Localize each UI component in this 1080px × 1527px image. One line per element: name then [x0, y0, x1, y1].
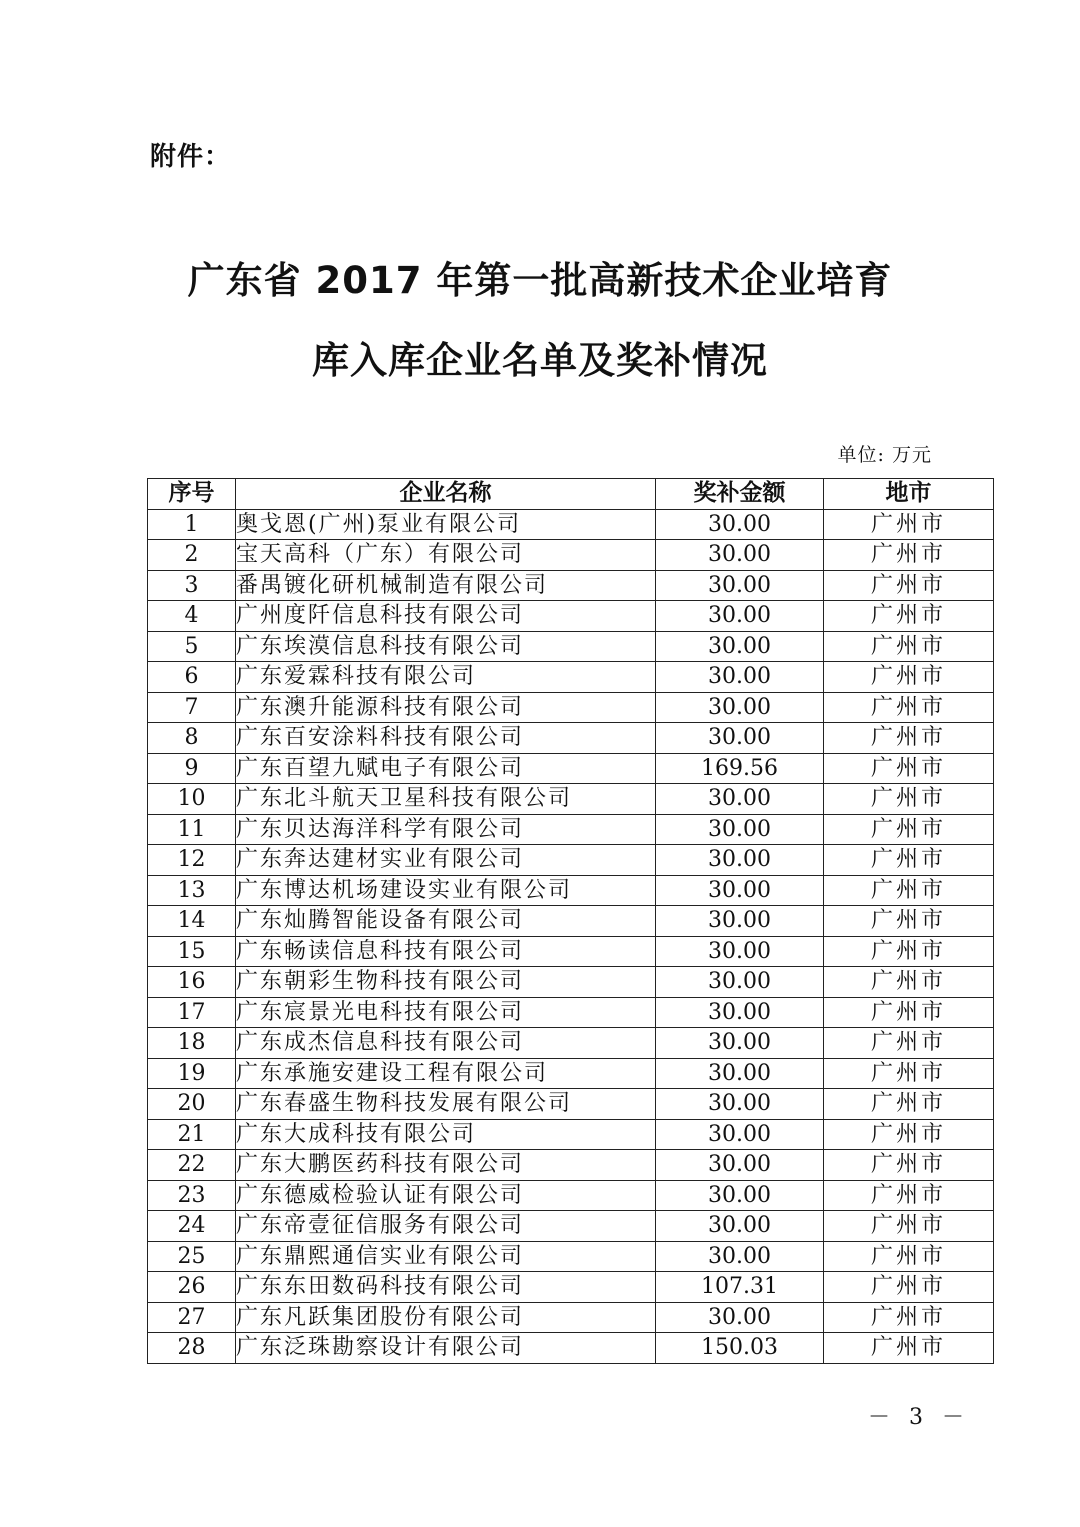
header-serial-number: 序号 [148, 479, 236, 510]
subsidy-amount-cell: 30.00 [656, 967, 824, 998]
serial-number-cell: 6 [148, 662, 236, 693]
enterprise-name-cell: 广州度阡信息科技有限公司 [236, 601, 656, 632]
subsidy-amount-cell: 30.00 [656, 784, 824, 815]
enterprise-table [147, 478, 994, 1364]
subsidy-amount-cell: 30.00 [656, 631, 824, 662]
city-cell: 广州市 [824, 845, 994, 876]
city-cell: 广州市 [824, 967, 994, 998]
table-row [148, 1089, 994, 1120]
table-row [148, 540, 994, 571]
subsidy-amount-cell: 30.00 [656, 875, 824, 906]
enterprise-name-cell: 广东成杰信息科技有限公司 [236, 1028, 656, 1059]
subsidy-amount-cell: 30.00 [656, 936, 824, 967]
enterprise-name-cell: 广东凡跃集团股份有限公司 [236, 1302, 656, 1333]
attachment-label: 附件： [150, 142, 232, 172]
subsidy-amount-cell: 30.00 [656, 1028, 824, 1059]
serial-number-cell: 3 [148, 570, 236, 601]
city-cell: 广州市 [824, 753, 994, 784]
table-row [148, 692, 994, 723]
subsidy-amount-cell: 30.00 [656, 662, 824, 693]
city-cell: 广州市 [824, 692, 994, 723]
enterprise-name-cell: 广东鼎熙通信实业有限公司 [236, 1241, 656, 1272]
subsidy-amount-cell: 30.00 [656, 692, 824, 723]
table-row [148, 997, 994, 1028]
unit-note: 单位: 万元 [837, 444, 932, 466]
enterprise-name-cell: 广东帝壹征信服务有限公司 [236, 1211, 656, 1242]
enterprise-name-cell: 广东畅读信息科技有限公司 [236, 936, 656, 967]
subsidy-amount-cell: 30.00 [656, 845, 824, 876]
city-cell: 广州市 [824, 1028, 994, 1059]
serial-number-cell: 22 [148, 1150, 236, 1181]
serial-number-cell: 5 [148, 631, 236, 662]
city-cell: 广州市 [824, 1150, 994, 1181]
serial-number-cell: 17 [148, 997, 236, 1028]
enterprise-name-cell: 广东春盛生物科技发展有限公司 [236, 1089, 656, 1120]
enterprise-name-cell: 番禺镀化研机械制造有限公司 [236, 570, 656, 601]
enterprise-name-cell: 广东承施安建设工程有限公司 [236, 1058, 656, 1089]
subsidy-amount-cell: 30.00 [656, 1089, 824, 1120]
enterprise-name-cell: 广东澳升能源科技有限公司 [236, 692, 656, 723]
table-row [148, 631, 994, 662]
table-row [148, 1119, 994, 1150]
serial-number-cell: 8 [148, 723, 236, 754]
serial-number-cell: 14 [148, 906, 236, 937]
document-title-line-2: 库入库企业名单及奖补情况 [312, 339, 768, 382]
serial-number-cell: 15 [148, 936, 236, 967]
table-row [148, 875, 994, 906]
table-row [148, 784, 994, 815]
subsidy-amount-cell: 169.56 [656, 753, 824, 784]
serial-number-cell: 9 [148, 753, 236, 784]
serial-number-cell: 28 [148, 1333, 236, 1364]
city-cell: 广州市 [824, 570, 994, 601]
subsidy-amount-cell: 30.00 [656, 723, 824, 754]
header-enterprise-name: 企业名称 [236, 479, 656, 510]
table-row [148, 1241, 994, 1272]
table-row [148, 814, 994, 845]
city-cell: 广州市 [824, 784, 994, 815]
subsidy-amount-cell: 30.00 [656, 997, 824, 1028]
serial-number-cell: 11 [148, 814, 236, 845]
table-row [148, 845, 994, 876]
city-cell: 广州市 [824, 814, 994, 845]
subsidy-amount-cell: 30.00 [656, 570, 824, 601]
header-subsidy-amount: 奖补金额 [656, 479, 824, 510]
table-header-row [148, 479, 994, 510]
serial-number-cell: 4 [148, 601, 236, 632]
table-row [148, 509, 994, 540]
city-cell: 广州市 [824, 906, 994, 937]
table-row [148, 1180, 994, 1211]
city-cell: 广州市 [824, 509, 994, 540]
city-cell: 广州市 [824, 540, 994, 571]
header-city: 地市 [824, 479, 994, 510]
enterprise-name-cell: 广东百望九赋电子有限公司 [236, 753, 656, 784]
city-cell: 广州市 [824, 936, 994, 967]
subsidy-amount-cell: 30.00 [656, 814, 824, 845]
city-cell: 广州市 [824, 1180, 994, 1211]
enterprise-name-cell: 广东爱霖科技有限公司 [236, 662, 656, 693]
serial-number-cell: 12 [148, 845, 236, 876]
serial-number-cell: 21 [148, 1119, 236, 1150]
enterprise-name-cell: 广东北斗航天卫星科技有限公司 [236, 784, 656, 815]
city-cell: 广州市 [824, 997, 994, 1028]
table-row [148, 1150, 994, 1181]
serial-number-cell: 24 [148, 1211, 236, 1242]
table-row [148, 1302, 994, 1333]
enterprise-name-cell: 奥戈恩(广州)泵业有限公司 [236, 509, 656, 540]
document-title-line-1: 广东省 2017 年第一批高新技术企业培育 [187, 259, 893, 302]
table-row [148, 601, 994, 632]
city-cell: 广州市 [824, 1211, 994, 1242]
enterprise-name-cell: 广东博达机场建设实业有限公司 [236, 875, 656, 906]
serial-number-cell: 25 [148, 1241, 236, 1272]
subsidy-amount-cell: 30.00 [656, 1119, 824, 1150]
serial-number-cell: 7 [148, 692, 236, 723]
serial-number-cell: 10 [148, 784, 236, 815]
serial-number-cell: 2 [148, 540, 236, 571]
enterprise-name-cell: 宝天高科（广东）有限公司 [236, 540, 656, 571]
table-row [148, 967, 994, 998]
enterprise-name-cell: 广东大成科技有限公司 [236, 1119, 656, 1150]
serial-number-cell: 16 [148, 967, 236, 998]
city-cell: 广州市 [824, 1333, 994, 1364]
enterprise-name-cell: 广东百安涂料科技有限公司 [236, 723, 656, 754]
subsidy-amount-cell: 30.00 [656, 601, 824, 632]
subsidy-amount-cell: 30.00 [656, 1241, 824, 1272]
table-row [148, 1211, 994, 1242]
subsidy-amount-cell: 150.03 [656, 1333, 824, 1364]
enterprise-name-cell: 广东泛珠勘察设计有限公司 [236, 1333, 656, 1364]
subsidy-amount-cell: 30.00 [656, 1180, 824, 1211]
subsidy-amount-cell: 30.00 [656, 540, 824, 571]
table-row [148, 753, 994, 784]
serial-number-cell: 20 [148, 1089, 236, 1120]
subsidy-amount-cell: 30.00 [656, 1150, 824, 1181]
city-cell: 广州市 [824, 875, 994, 906]
serial-number-cell: 19 [148, 1058, 236, 1089]
enterprise-name-cell: 广东宸景光电科技有限公司 [236, 997, 656, 1028]
enterprise-name-cell: 广东贝达海洋科学有限公司 [236, 814, 656, 845]
table-row [148, 1028, 994, 1059]
city-cell: 广州市 [824, 1272, 994, 1303]
enterprise-name-cell: 广东德威检验认证有限公司 [236, 1180, 656, 1211]
city-cell: 广州市 [824, 601, 994, 632]
serial-number-cell: 1 [148, 509, 236, 540]
table-row [148, 1333, 994, 1364]
city-cell: 广州市 [824, 723, 994, 754]
enterprise-name-cell: 广东埃漠信息科技有限公司 [236, 631, 656, 662]
serial-number-cell: 23 [148, 1180, 236, 1211]
serial-number-cell: 13 [148, 875, 236, 906]
subsidy-amount-cell: 30.00 [656, 1302, 824, 1333]
subsidy-amount-cell: 30.00 [656, 1058, 824, 1089]
city-cell: 广州市 [824, 631, 994, 662]
table-row [148, 570, 994, 601]
table-row [148, 1058, 994, 1089]
serial-number-cell: 18 [148, 1028, 236, 1059]
subsidy-amount-cell: 30.00 [656, 1211, 824, 1242]
enterprise-name-cell: 广东奔达建材实业有限公司 [236, 845, 656, 876]
enterprise-name-cell: 广东大鹏医药科技有限公司 [236, 1150, 656, 1181]
serial-number-cell: 26 [148, 1272, 236, 1303]
table-row [148, 1272, 994, 1303]
table-row [148, 936, 994, 967]
table-body [148, 509, 994, 1363]
serial-number-cell: 27 [148, 1302, 236, 1333]
subsidy-amount-cell: 30.00 [656, 509, 824, 540]
subsidy-amount-cell: 107.31 [656, 1272, 824, 1303]
enterprise-name-cell: 广东朝彩生物科技有限公司 [236, 967, 656, 998]
subsidy-amount-cell: 30.00 [656, 906, 824, 937]
city-cell: 广州市 [824, 1119, 994, 1150]
city-cell: 广州市 [824, 1089, 994, 1120]
enterprise-name-cell: 广东灿腾智能设备有限公司 [236, 906, 656, 937]
city-cell: 广州市 [824, 662, 994, 693]
enterprise-name-cell: 广东东田数码科技有限公司 [236, 1272, 656, 1303]
page-number: － 3 － [868, 1405, 970, 1430]
table-row [148, 723, 994, 754]
city-cell: 广州市 [824, 1241, 994, 1272]
city-cell: 广州市 [824, 1302, 994, 1333]
table-row [148, 662, 994, 693]
city-cell: 广州市 [824, 1058, 994, 1089]
table-row [148, 906, 994, 937]
